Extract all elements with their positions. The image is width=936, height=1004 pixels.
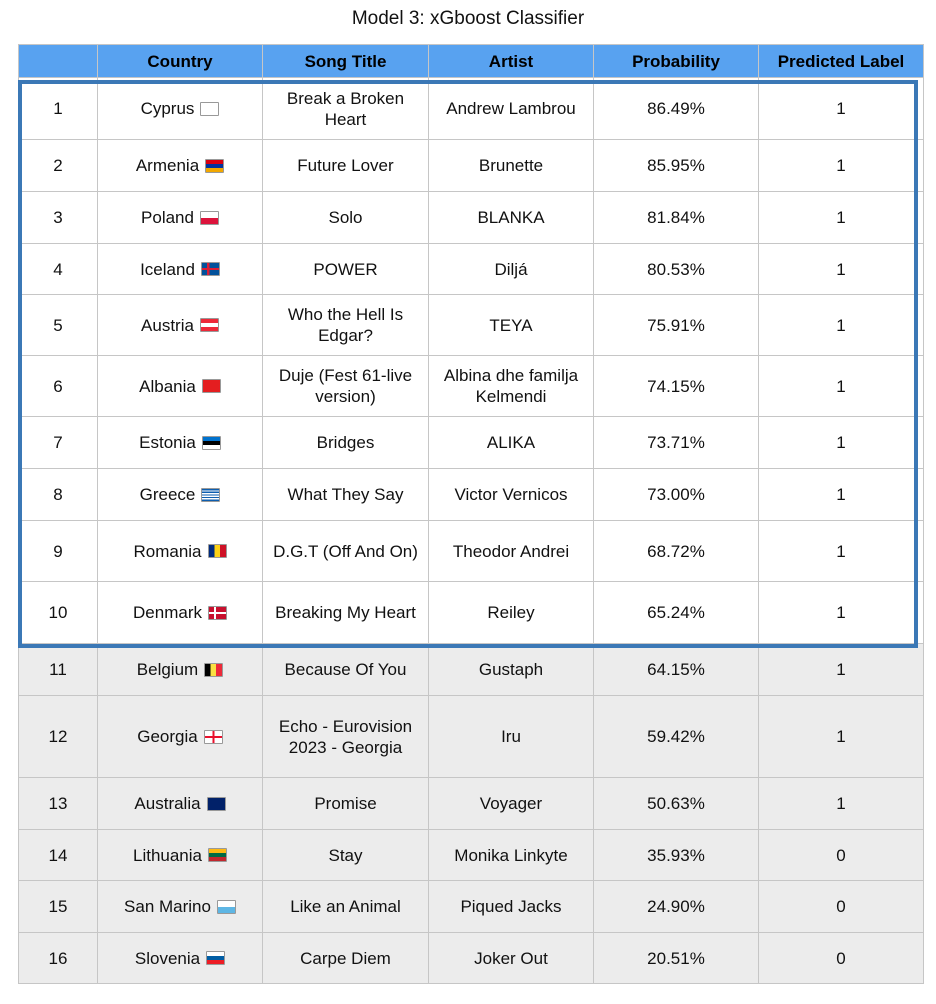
- artist-cell: [429, 140, 594, 192]
- country-cell: [98, 933, 263, 984]
- rank-value: 13: [48, 794, 68, 813]
- country-name: Australia: [134, 794, 201, 813]
- country-cell: [98, 830, 263, 881]
- belgium-flag-icon: [204, 663, 223, 677]
- denmark-flag-icon: [208, 606, 227, 620]
- rank-value: 4: [53, 259, 63, 279]
- probability-value: 50.63%: [647, 794, 705, 813]
- header-row: [19, 45, 924, 78]
- predicted-label-value: 1: [836, 485, 846, 504]
- artist-name: Joker Out: [474, 948, 548, 968]
- rank-value: 15: [48, 897, 68, 916]
- table-row: [19, 881, 924, 933]
- probability-cell: [594, 78, 759, 140]
- predicted-label-cell: [759, 644, 924, 696]
- artist-cell: [429, 933, 594, 984]
- artist-name: Andrew Lambrou: [446, 99, 576, 118]
- rank-cell: [19, 78, 98, 140]
- artist-cell: [429, 778, 594, 830]
- country-cell: [98, 778, 263, 830]
- table-row: [19, 140, 924, 192]
- song-title-cell: [263, 140, 429, 192]
- table-row: [19, 295, 924, 356]
- artist-name: Theodor Andrei: [452, 541, 570, 561]
- country-name: Cyprus: [140, 99, 195, 118]
- song-title-cell: [263, 521, 429, 582]
- table-row: [19, 933, 924, 984]
- probability-cell: [594, 644, 759, 696]
- country-cell: [98, 881, 263, 933]
- predicted-label-cell: [759, 78, 924, 140]
- artist-cell: [429, 356, 594, 417]
- table-row: [19, 582, 924, 644]
- header-rank: [19, 45, 98, 78]
- country-name: Denmark: [133, 603, 202, 622]
- country-name: Lithuania: [132, 845, 202, 865]
- table-row: [19, 356, 924, 417]
- artist-cell: [429, 521, 594, 582]
- table-row: [19, 192, 924, 244]
- table-row: [19, 78, 924, 140]
- header-artist: Artist: [429, 45, 594, 78]
- predicted-label-value: 1: [836, 376, 846, 396]
- artist-name: ALIKA: [486, 433, 536, 452]
- probability-cell: [594, 696, 759, 778]
- georgia-flag-icon: [204, 730, 223, 744]
- probability-cell: [594, 778, 759, 830]
- predicted-label-cell: [759, 356, 924, 417]
- rank-cell: [19, 417, 98, 469]
- song-title: POWER: [313, 259, 378, 279]
- header-probability: Probability: [594, 45, 759, 78]
- probability-value: 24.90%: [647, 897, 705, 916]
- rank-value: 10: [48, 603, 68, 622]
- song-title: Solo: [328, 208, 363, 227]
- predicted-label-cell: [759, 244, 924, 295]
- artist-cell: [429, 78, 594, 140]
- song-title: Breaking My Heart: [275, 603, 416, 622]
- rank-value: 12: [48, 727, 68, 746]
- country-cell: [98, 192, 263, 244]
- probability-value: 73.00%: [647, 485, 705, 504]
- probability-value: 59.42%: [647, 727, 705, 746]
- rank-cell: [19, 778, 98, 830]
- song-title: Carpe Diem: [300, 948, 391, 968]
- rank-cell: [19, 521, 98, 582]
- predicted-label-cell: [759, 192, 924, 244]
- country-cell: [98, 244, 263, 295]
- predicted-label-cell: [759, 582, 924, 644]
- song-title-cell: [263, 696, 429, 778]
- probability-cell: [594, 356, 759, 417]
- country-cell: [98, 521, 263, 582]
- artist-name: Diljá: [494, 259, 528, 279]
- song-title-cell: [263, 933, 429, 984]
- probability-value: 64.15%: [647, 660, 705, 679]
- rank-value: 6: [53, 376, 63, 396]
- song-title-cell: [263, 469, 429, 521]
- probability-value: 74.15%: [647, 376, 705, 396]
- artist-name: Brunette: [478, 156, 544, 175]
- header-song-title: Song Title: [263, 45, 429, 78]
- artist-name: Reiley: [487, 603, 535, 622]
- probability-value: 68.72%: [647, 541, 705, 561]
- predicted-label-value: 1: [836, 259, 846, 279]
- probability-value: 81.84%: [647, 208, 705, 227]
- probability-value: 80.53%: [647, 259, 705, 279]
- chart-title: Model 3: xGboost Classifier: [351, 8, 585, 29]
- predicted-label-value: 1: [836, 727, 846, 746]
- artist-name: Gustaph: [478, 660, 544, 679]
- song-title: Bridges: [316, 433, 375, 452]
- country-cell: [98, 417, 263, 469]
- predicted-label-value: 1: [836, 541, 846, 561]
- predicted-label-cell: [759, 295, 924, 356]
- country-name: Greece: [139, 485, 196, 504]
- artist-cell: [429, 192, 594, 244]
- slovenia-flag-icon: [206, 951, 225, 965]
- country-name: Georgia: [137, 727, 198, 746]
- country-name: Albania: [139, 376, 196, 396]
- country-cell: [98, 582, 263, 644]
- results-table: [18, 44, 924, 984]
- artist-cell: [429, 417, 594, 469]
- rank-cell: [19, 644, 98, 696]
- romania-flag-icon: [208, 544, 227, 558]
- probability-value: 75.91%: [647, 315, 705, 335]
- country-cell: [98, 696, 263, 778]
- table-row: [19, 521, 924, 582]
- rank-value: 16: [48, 948, 68, 968]
- rank-value: 2: [53, 156, 63, 175]
- poland-flag-icon: [200, 211, 219, 225]
- song-title-cell: [263, 778, 429, 830]
- probability-cell: [594, 295, 759, 356]
- predicted-label-value: 0: [836, 948, 846, 968]
- artist-name: Monika Linkyte: [454, 845, 568, 865]
- probability-cell: [594, 933, 759, 984]
- predicted-label-cell: [759, 521, 924, 582]
- song-title: Break a Broken Heart: [286, 88, 405, 129]
- artist-name: Iru: [501, 727, 521, 746]
- predicted-label-cell: [759, 417, 924, 469]
- predicted-label-cell: [759, 140, 924, 192]
- probability-cell: [594, 417, 759, 469]
- rank-cell: [19, 469, 98, 521]
- rank-cell: [19, 696, 98, 778]
- song-title: Like an Animal: [290, 897, 401, 916]
- san-marino-flag-icon: [217, 900, 236, 914]
- rank-value: 14: [48, 845, 68, 865]
- table-row: [19, 778, 924, 830]
- song-title: Because Of You: [284, 660, 407, 679]
- cyprus-flag-icon: [200, 102, 219, 116]
- predicted-label-cell: [759, 696, 924, 778]
- rank-value: 9: [53, 541, 63, 561]
- probability-value: 73.71%: [647, 433, 705, 452]
- artist-cell: [429, 469, 594, 521]
- artist-name: Albina dhe familja Kelmendi: [443, 366, 579, 406]
- artist-name: Piqued Jacks: [460, 897, 562, 916]
- rank-value: 11: [49, 660, 67, 679]
- artist-cell: [429, 696, 594, 778]
- country-cell: [98, 356, 263, 417]
- song-title-cell: [263, 78, 429, 140]
- predicted-label-value: 1: [836, 208, 846, 227]
- country-name: Poland: [141, 208, 194, 227]
- predicted-label-cell: [759, 778, 924, 830]
- song-title: Future Lover: [297, 156, 394, 175]
- song-title-cell: [263, 192, 429, 244]
- predicted-label-value: 0: [836, 845, 846, 865]
- predicted-label-value: 1: [836, 315, 846, 335]
- predicted-label-value: 1: [836, 660, 846, 679]
- predicted-label-cell: [759, 881, 924, 933]
- header-predicted-label: Predicted Label: [759, 45, 924, 78]
- rank-cell: [19, 830, 98, 881]
- predicted-label-cell: [759, 469, 924, 521]
- predicted-label-cell: [759, 933, 924, 984]
- country-name: Belgium: [136, 660, 199, 679]
- song-title: Duje (Fest 61-live version): [278, 366, 413, 406]
- rank-value: 5: [53, 315, 63, 335]
- rank-cell: [19, 933, 98, 984]
- song-title: Stay: [328, 845, 363, 865]
- predicted-label-value: 1: [836, 603, 846, 622]
- country-name: Austria: [141, 315, 194, 335]
- country-name: Slovenia: [134, 948, 201, 968]
- probability-cell: [594, 469, 759, 521]
- country-name: Iceland: [140, 259, 195, 279]
- rank-cell: [19, 140, 98, 192]
- rank-value: 1: [53, 99, 63, 118]
- country-name: Armenia: [135, 156, 200, 175]
- table-row: [19, 830, 924, 881]
- song-title-cell: [263, 644, 429, 696]
- greece-flag-icon: [201, 488, 220, 502]
- rank-cell: [19, 582, 98, 644]
- predicted-label-value: 1: [836, 156, 846, 175]
- artist-cell: [429, 644, 594, 696]
- song-title: Echo - Eurovision 2023 - Georgia: [278, 716, 413, 757]
- artist-name: Voyager: [479, 794, 543, 813]
- table-row: [19, 644, 924, 696]
- probability-value: 86.49%: [647, 99, 705, 118]
- probability-value: 65.24%: [647, 603, 705, 622]
- table-row: [19, 417, 924, 469]
- artist-name: BLANKA: [477, 208, 545, 227]
- artist-name: TEYA: [489, 315, 533, 335]
- probability-cell: [594, 140, 759, 192]
- probability-cell: [594, 192, 759, 244]
- rank-cell: [19, 192, 98, 244]
- austria-flag-icon: [200, 318, 219, 332]
- rank-value: 7: [53, 433, 63, 452]
- song-title-cell: [263, 295, 429, 356]
- country-name: San Marino: [124, 897, 211, 916]
- country-name: Estonia: [139, 433, 196, 452]
- rank-cell: [19, 356, 98, 417]
- song-title: D.G.T (Off And On): [273, 541, 418, 561]
- artist-cell: [429, 582, 594, 644]
- rank-cell: [19, 881, 98, 933]
- artist-cell: [429, 881, 594, 933]
- rank-value: 3: [53, 208, 63, 227]
- probability-cell: [594, 830, 759, 881]
- probability-value: 35.93%: [647, 845, 705, 865]
- table-row: [19, 696, 924, 778]
- iceland-flag-icon: [201, 262, 220, 276]
- song-title-cell: [263, 356, 429, 417]
- country-cell: [98, 295, 263, 356]
- probability-cell: [594, 881, 759, 933]
- albania-flag-icon: [202, 379, 221, 393]
- predicted-label-value: 1: [836, 99, 846, 118]
- predicted-label-cell: [759, 830, 924, 881]
- probability-value: 85.95%: [647, 156, 705, 175]
- song-title: Who the Hell Is Edgar?: [287, 305, 404, 345]
- song-title-cell: [263, 417, 429, 469]
- artist-cell: [429, 830, 594, 881]
- australia-flag-icon: [207, 797, 226, 811]
- probability-cell: [594, 521, 759, 582]
- predicted-label-value: 1: [836, 794, 846, 813]
- country-cell: [98, 78, 263, 140]
- predicted-label-value: 1: [836, 433, 846, 452]
- song-title-cell: [263, 830, 429, 881]
- armenia-flag-icon: [205, 159, 224, 173]
- probability-cell: [594, 244, 759, 295]
- estonia-flag-icon: [202, 436, 221, 450]
- lithuania-flag-icon: [208, 848, 227, 862]
- table-row: [19, 244, 924, 295]
- artist-cell: [429, 295, 594, 356]
- song-title-cell: [263, 881, 429, 933]
- rank-cell: [19, 295, 98, 356]
- probability-cell: [594, 582, 759, 644]
- country-cell: [98, 469, 263, 521]
- rank-value: 8: [53, 485, 63, 504]
- song-title: What They Say: [287, 485, 404, 504]
- probability-value: 20.51%: [647, 948, 705, 968]
- table-row: [19, 469, 924, 521]
- country-name: Romania: [133, 541, 202, 561]
- rank-cell: [19, 244, 98, 295]
- header-country: Country: [98, 45, 263, 78]
- song-title-cell: [263, 582, 429, 644]
- country-cell: [98, 140, 263, 192]
- song-title: Promise: [314, 794, 377, 813]
- artist-cell: [429, 244, 594, 295]
- country-cell: [98, 644, 263, 696]
- artist-name: Victor Vernicos: [454, 485, 568, 504]
- predicted-label-value: 0: [836, 897, 846, 916]
- song-title-cell: [263, 244, 429, 295]
